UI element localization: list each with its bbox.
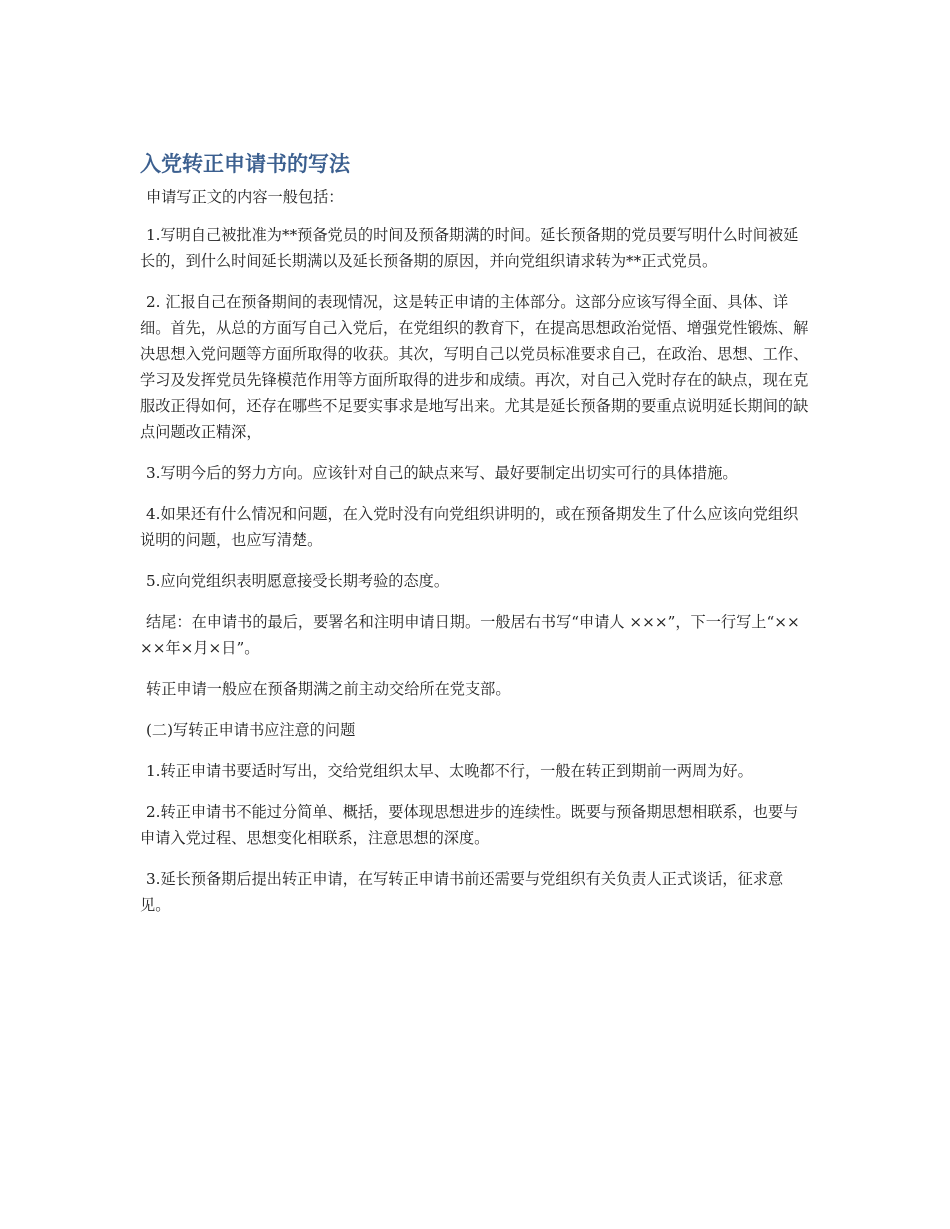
paragraph-note-3: 3.延长预备期后提出转正申请，在写转正申请书前还需要与党组织有关负责人正式谈话，征求意见。 bbox=[140, 870, 784, 914]
paragraph-intro: 申请写正文的内容一般包括： bbox=[146, 188, 344, 206]
paragraph-point-2: 2. 汇报自己在预备期间的表现情况，这是转正申请的主体部分。这部分应该写得全面、具体、详细。首先，从总的方面写自己入党后，在党组织的教育下，在提高思想政治觉悟、增强党性锻炼、解决思想入党问题等方面所取得的收获。其次，写明自己以党员标准要求自己，在政治、思想、工作、学习及发挥党员先锋模范作用等方面所取得的进步和成绩。再次，对自己入党时存在的缺点，现在克服改正得如何，还存在哪些不足要实事求是地写出来。尤其是延长预备期的要重点说明延长期间的缺点问题改正精深， bbox=[140, 293, 809, 441]
paragraph-submission: 转正申请一般应在预备期满之前主动交给所在党支部。 bbox=[146, 680, 511, 698]
paragraph-point-4: 4.如果还有什么情况和问题，在入党时没有向党组织讲明的，或在预备期发生了什么应该向党组织说明的问题，也应写清楚。 bbox=[140, 505, 799, 549]
paragraph-ending: 结尾：在申请书的最后，要署名和注明申请日期。一般居右书写“申请人 ×××”，下一行写上“××××年×月×日”。 bbox=[140, 613, 800, 657]
paragraph-point-3: 3.写明今后的努力方向。应该针对自己的缺点来写、最好要制定出切实可行的具体措施。 bbox=[146, 464, 738, 482]
paragraph-point-5: 5.应向党组织表明愿意接受长期考验的态度。 bbox=[146, 572, 450, 590]
document-title: 入党转正申请书的写法 bbox=[140, 152, 350, 176]
paragraph-note-1: 1.转正申请书要适时写出，交给党组织太早、太晚都不行，一般在转正到期前一两周为好。 bbox=[146, 762, 753, 780]
section-heading-notes: (二)写转正申请书应注意的问题 bbox=[146, 721, 356, 739]
paragraph-point-1: 1.写明自己被批准为**预备党员的时间及预备期满的时间。延长预备期的党员要写明什么时间被延长的，到什么时间延长期满以及延长预备期的原因，并向党组织请求转为**正式党员。 bbox=[140, 226, 799, 270]
document-page bbox=[140, 150, 812, 933]
paragraph-note-2: 2.转正申请书不能过分简单、概括，要体现思想进步的连续性。既要与预备期思想相联系，也要与申请入党过程、思想变化相联系，注意思想的深度。 bbox=[140, 803, 799, 847]
